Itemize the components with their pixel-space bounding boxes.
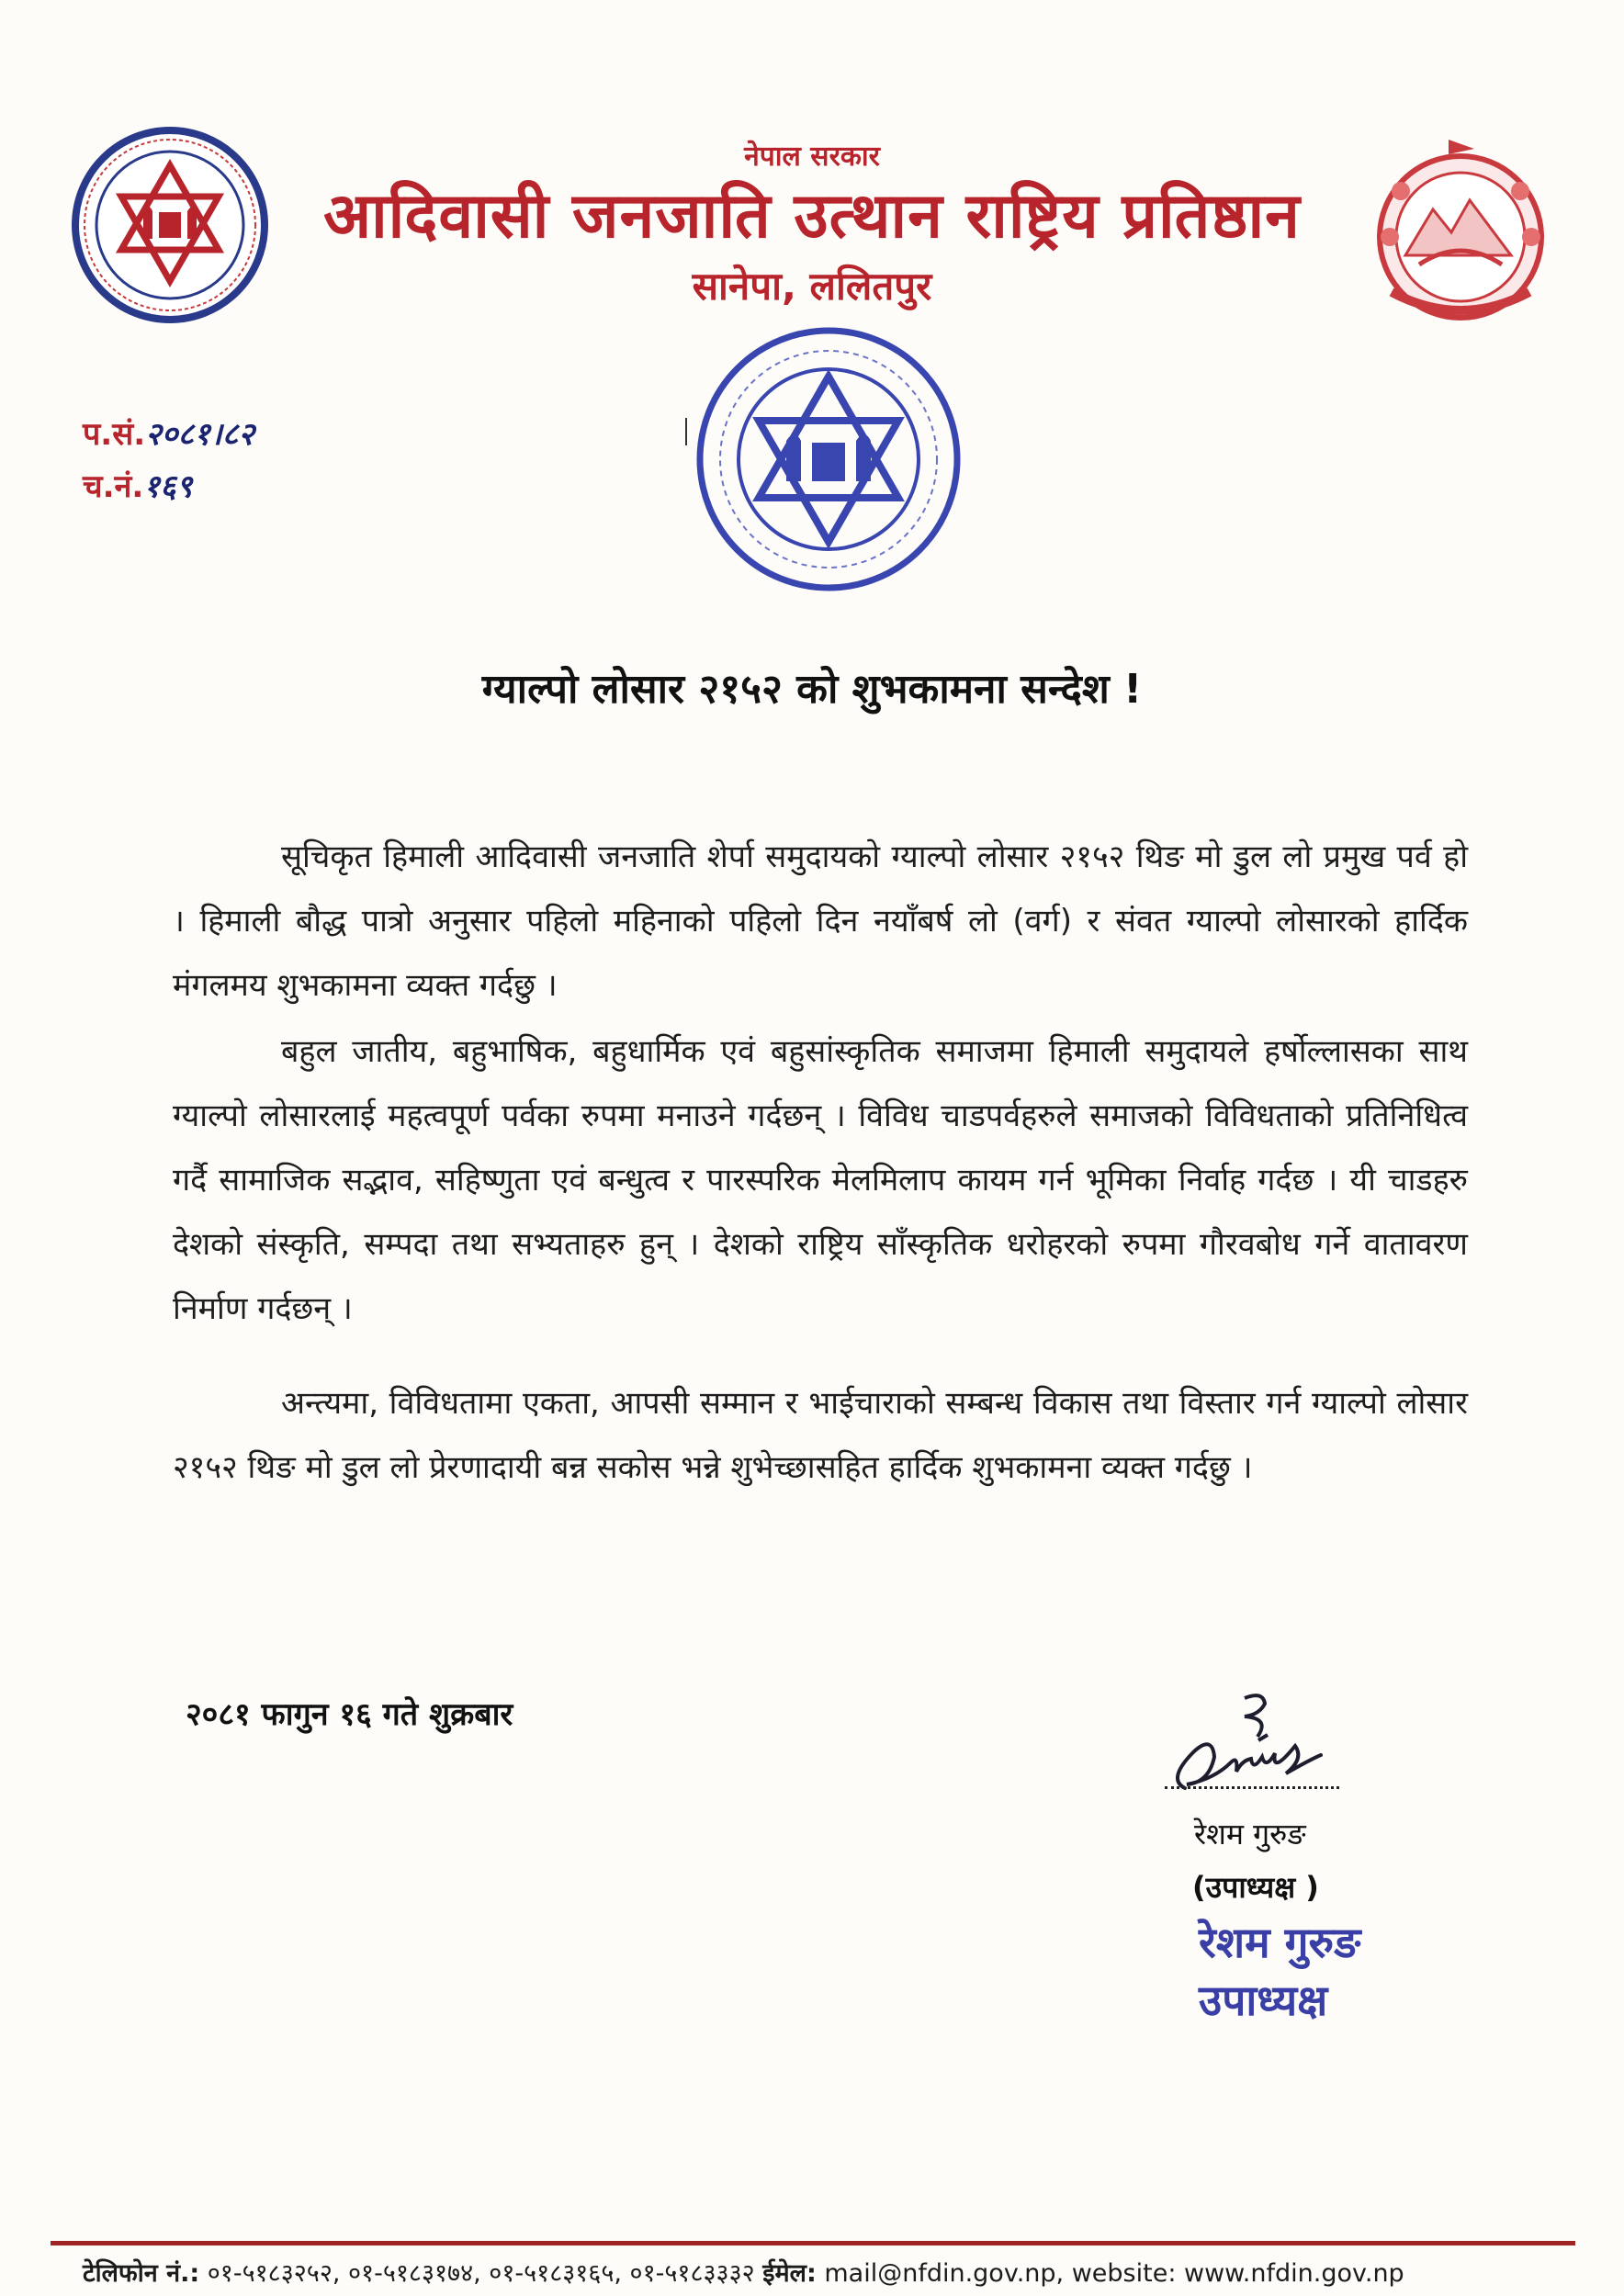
letter-number-value: २०८१।८२ bbox=[145, 416, 255, 453]
email-address: mail@nfdin.gov.np, bbox=[824, 2259, 1065, 2288]
letter-heading: ग्याल्पो लोसार २१५२ को शुभकामना सन्देश ! bbox=[481, 666, 1143, 713]
letter-number bbox=[83, 411, 254, 454]
government-label: नेपाल सरकार bbox=[744, 141, 880, 173]
footer-divider bbox=[51, 2241, 1575, 2245]
body-paragraph-1: सूचिकृत हिमाली आदिवासी जनजाति शेर्पा समुदायको ग्याल्पो लोसार २१५२ थिङ मो डुल लो प्रमुख पर्व हो । हिमाली बौद्ध पात्रो अनुसार पहिलो महिनाको पहिलो दिन नयाँबर्ष लो (वर्ग) र संवत ग्याल्पो लोसारको हार्दिक मंगलमय शुभकामना व्यक्त गर्दछु । bbox=[173, 838, 1468, 1004]
footer-contact bbox=[83, 2255, 1580, 2289]
handwritten-signature bbox=[1148, 1685, 1369, 1814]
dispatch-number bbox=[83, 464, 192, 506]
signatory-title: (उपाध्यक्ष ) bbox=[1192, 1870, 1319, 1905]
signature-line bbox=[1165, 1786, 1339, 1789]
dispatch-number-value: १६९ bbox=[143, 468, 193, 505]
website-label: website: bbox=[1071, 2259, 1177, 2288]
office-stamp bbox=[691, 321, 966, 597]
website-url: www.nfdin.gov.np bbox=[1184, 2259, 1404, 2288]
margin-mark bbox=[685, 418, 687, 445]
letter-date: २०८१ फागुन १६ गते शुक्रबार bbox=[186, 1696, 513, 1733]
phone-numbers: ०१-५१८३२५२, ०१-५१८३१७४, ०१-५१८३१६५, ०१-५१८३३३२ bbox=[207, 2259, 755, 2288]
organization-name: आदिवासी जनजाति उत्थान राष्ट्रिय प्रतिष्ठान bbox=[323, 180, 1301, 253]
dispatch-number-label: च.नं. bbox=[83, 468, 144, 505]
signatory-name: रेशम गुरुङ bbox=[1194, 1817, 1306, 1851]
phone-label: टेलिफोन नं.: bbox=[83, 2259, 200, 2288]
signature-icon bbox=[1148, 1685, 1369, 1814]
name-stamp: रेशम गुरुङ bbox=[1199, 1918, 1361, 1967]
letter-number-label: प.सं. bbox=[83, 416, 146, 453]
organization-address: सानेपा, ललितपुर bbox=[692, 264, 932, 309]
nfdin-blue-stamp-icon bbox=[691, 321, 966, 597]
body-paragraph-3: अन्त्यमा, विविधतामा एकता, आपसी सम्मान र भाईचाराको सम्बन्ध विकास तथा विस्तार गर्न ग्याल्पो लोसार २१५२ थिङ मो डुल लो प्रेरणादायी बन्न सकोस भन्ने शुभेच्छासहित हार्दिक शुभकामना व्यक्त गर्दछु । bbox=[173, 1385, 1468, 1486]
body-paragraph-2: बहुल जातीय, बहुभाषिक, बहुधार्मिक एवं बहुसांस्कृतिक समाजमा हिमाली समुदायले हर्षोल्लासका साथ ग्याल्पो लोसारलाई महत्वपूर्ण पर्वका रुपमा मनाउने गर्दछन् । विविध चाडपर्वहरुले समाजको विविधताको प्रतिनिधित्व गर्दै सामाजिक सद्भाव, सहिष्णुता एवं बन्धुत्व र पारस्परिक मेलमिलाप कायम गर्न भूमिका निर्वाह गर्दछ । यी चाडहरु देशको संस्कृति, सम्पदा तथा सभ्यताहरु हुन् । देशको राष्ट्रिय साँस्कृतिक धरोहरको रुपमा गौरवबोध गर्ने वातावरण निर्माण गर्दछन् । bbox=[173, 1033, 1468, 1327]
email-label: ईमेल: bbox=[762, 2259, 817, 2288]
title-stamp: उपाध्यक्ष bbox=[1199, 1975, 1328, 2025]
